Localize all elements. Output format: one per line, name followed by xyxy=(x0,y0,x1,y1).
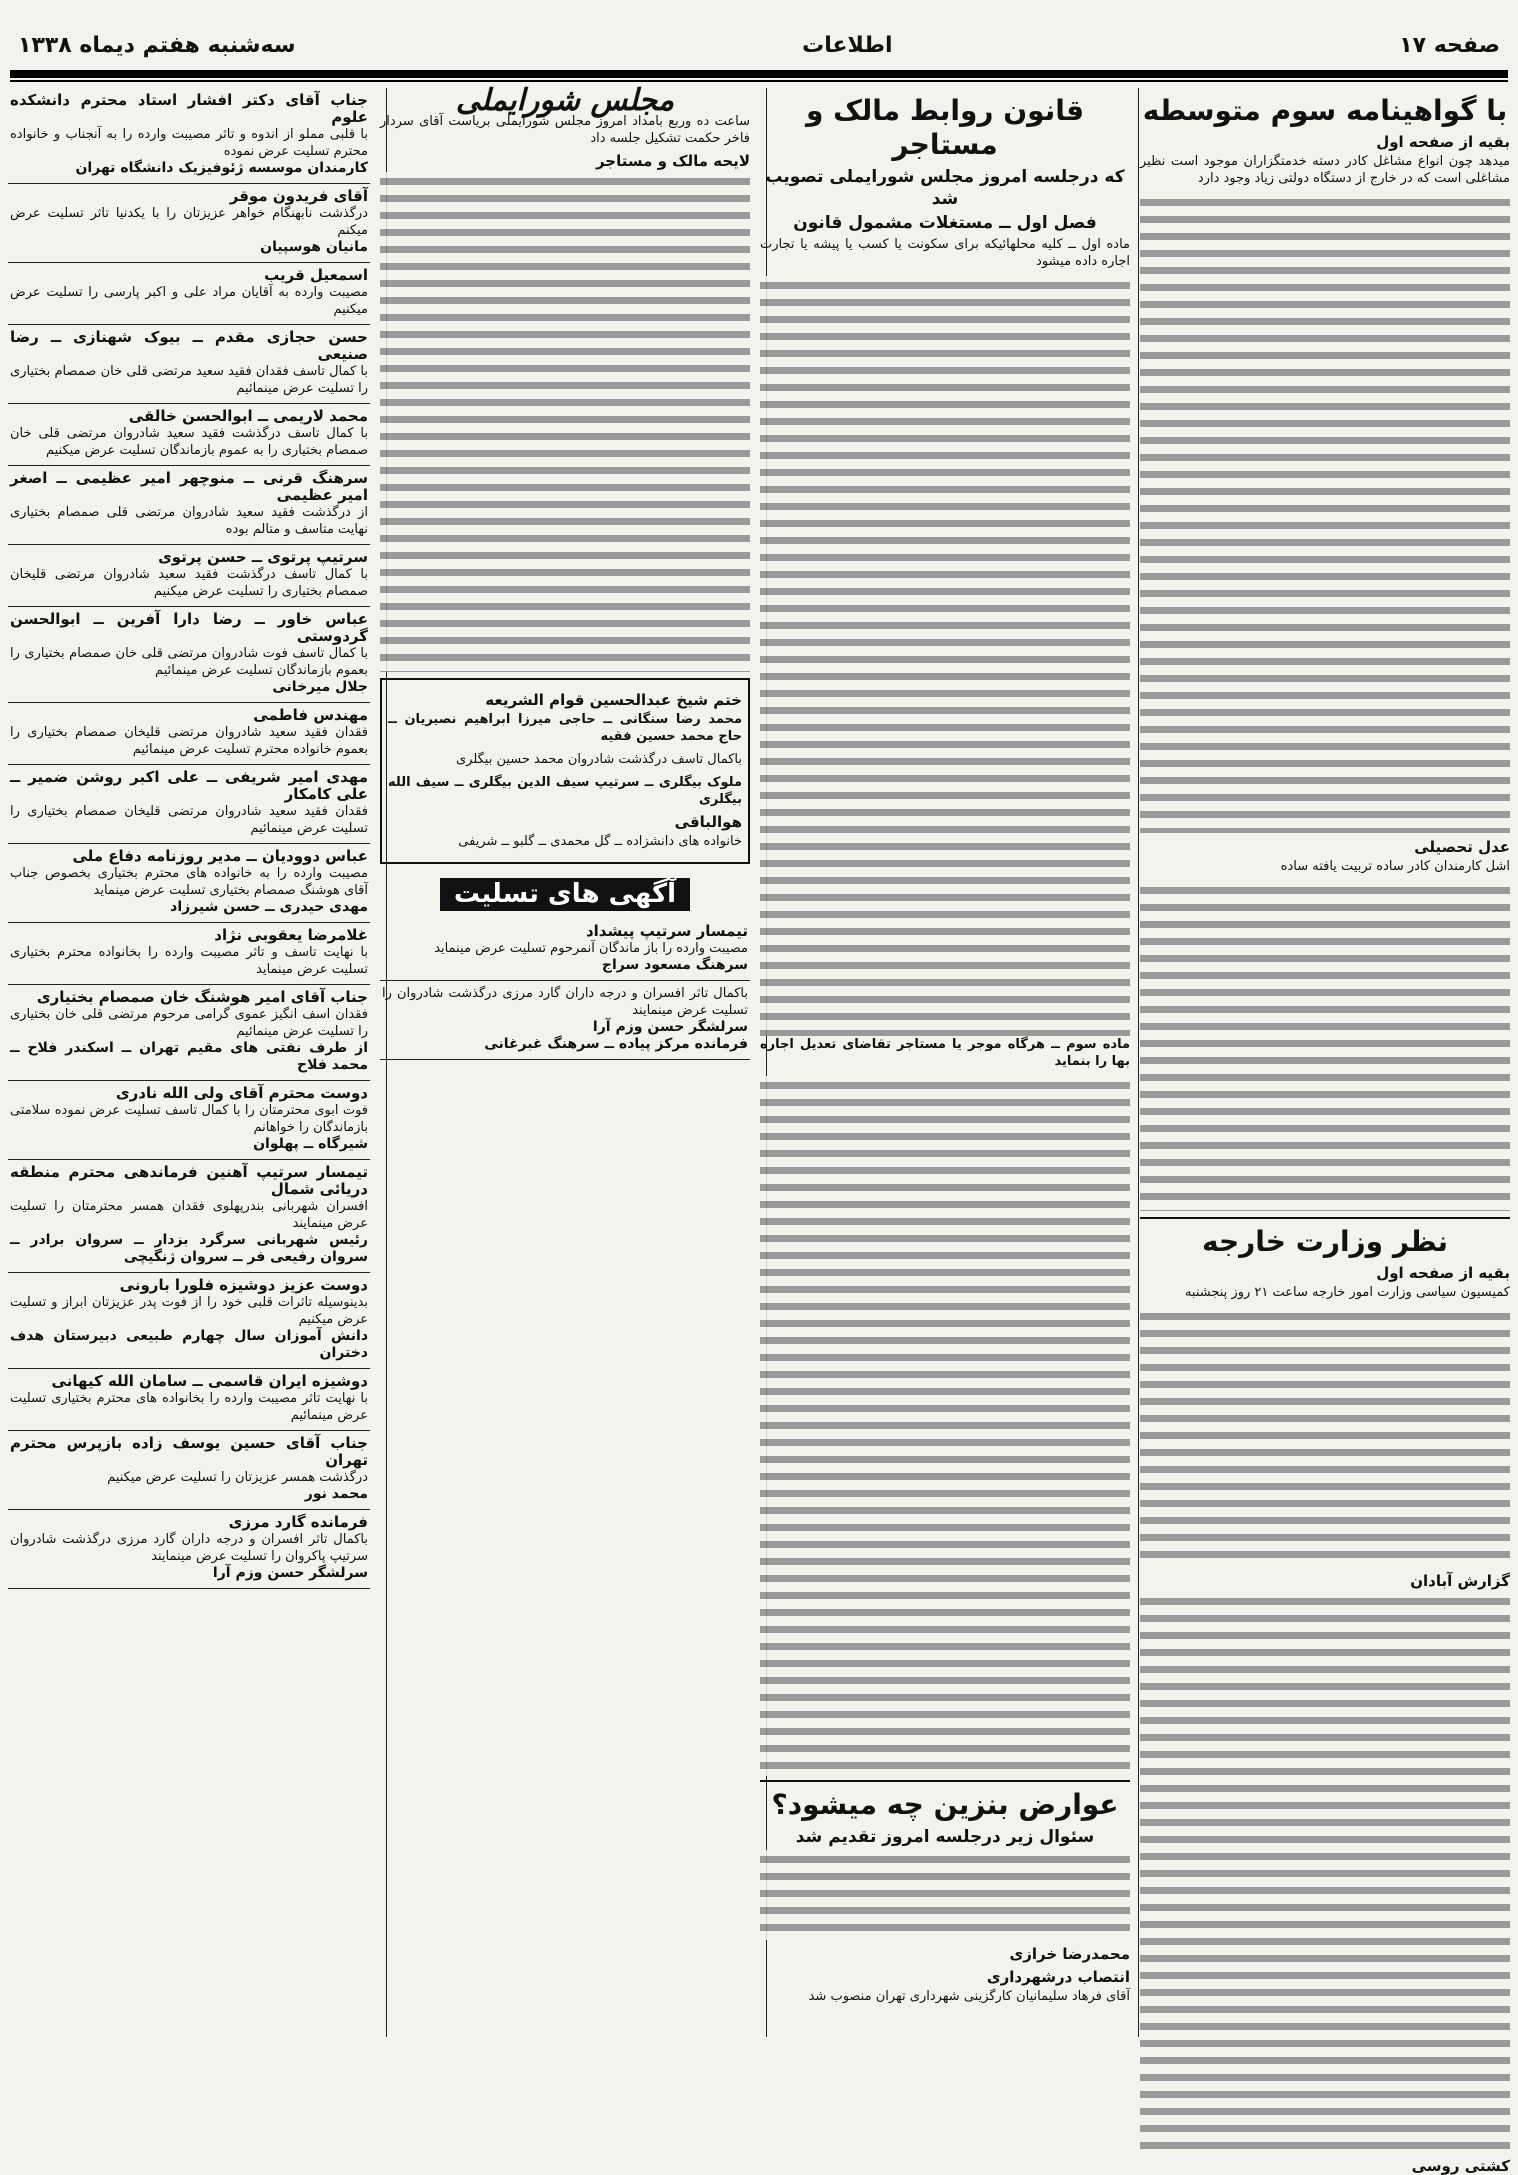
obituary-body: باکمال تاسف درگذشت شادروان محمد حسین بیگلری xyxy=(455,752,742,767)
subhead-question: سئوال زیر درجلسه امروز تقدیم شد xyxy=(795,1827,1095,1847)
municipality-body: آقای فرهاد سلیمانیان کارگزینی شهرداری تهران منصوب شد xyxy=(808,1989,1130,2004)
issue-date: سه‌شنبه هفتم دیماه ۱۳۳۸ xyxy=(18,32,296,58)
article-body-filler xyxy=(1140,881,1510,1211)
article-body-filler xyxy=(1140,193,1510,833)
notice-title: آقای فریدون موقر xyxy=(229,187,368,205)
notice-body: با کمال تاسف فقدان فقید سعید مرتضی قلی خان صمصام بختیاری را تسلیت عرض مینمائیم xyxy=(10,364,368,396)
condolence-notice xyxy=(8,404,370,466)
condolence-notice xyxy=(8,985,370,1081)
notice-signature: سرهنگ مسعود سراج xyxy=(601,957,748,973)
headline-majlis: مجلس شورایملی xyxy=(455,83,675,118)
notice-body: فقدان فقید سعید شادروان مرتضی قلیخان صمصام بختیاری را تسلیت عرض مینمائیم xyxy=(10,804,368,836)
condolence-notice xyxy=(8,607,370,703)
condolence-notice xyxy=(380,981,750,1060)
column-3 xyxy=(380,83,750,2037)
notice-title: سرهنگ قرنی ــ منوچهر امیر عظیمی ــ اصغر امیر عظیمی xyxy=(10,469,368,504)
continued-label-2: بقیه از صفحه اول xyxy=(1376,1264,1510,1282)
notice-body: با نهایت تاثر مصیبت وارده را بخانواده های محترم بختیاری تسلیت عرض مینمائیم xyxy=(10,1391,368,1423)
subhead-education: عدل تحصیلی xyxy=(1414,838,1510,856)
notice-body: با کمال تاسف درگذشت فقید سعید شادروان مرتضی قلیخان صمصام بختیاری را تسلیت عرض میکنیم xyxy=(10,567,368,599)
condolence-notice xyxy=(8,1510,370,1589)
notice-title: تیمسار سرتیپ پیشداد xyxy=(585,922,748,940)
condolence-notice xyxy=(8,703,370,765)
condolence-banner: آگهی های تسلیت xyxy=(440,878,690,911)
notice-signature: شیرگاه ــ پهلوان xyxy=(253,1136,368,1152)
notice-body: باکمال تاثر افسران و درجه داران گارد مرزی درگذشت شادروان سرتیپ پاکروان را تسلیت عرض مینمایند xyxy=(10,1532,368,1564)
notice-body: فقدان اسف انگیز عموی گرامی مرحوم مرتضی قلی خان بختیاری را تسلیت عرض مینمائیم xyxy=(10,1007,368,1039)
notice-title: دوشیزه ایران قاسمی ــ سامان الله کیهانی xyxy=(51,1372,368,1390)
notice-signature: از طرف نفتی های مقیم تهران ــ اسکندر فلاح ــ محمد فلاح xyxy=(10,1040,368,1073)
article-body-2: اشل کارمندان کادر ساده تربیت یافته ساده xyxy=(1280,859,1510,874)
byline-russian-ship: کشتی روسی xyxy=(1411,2157,1510,2175)
article-body-filler xyxy=(760,1076,1130,1776)
article-body-filler xyxy=(760,276,1130,1036)
paper-name: اطلاعات xyxy=(802,32,893,58)
condolence-notice xyxy=(8,88,370,184)
column-4 xyxy=(8,88,370,2037)
article-lead: میدهد چون انواع مشاغل کادر دسته خدمتگزاران موجود است نظیر مشاغلی است که در خارج از دستگاه دولتی زیاد وجود دارد xyxy=(1140,154,1510,186)
obituary-title: ختم شیخ عبدالحسین قوام الشریعه xyxy=(485,691,742,709)
condolence-notice xyxy=(8,1081,370,1160)
notice-title: دوست محترم آقای ولی الله نادری xyxy=(115,1084,368,1102)
condolence-notice xyxy=(8,263,370,325)
condolence-notice xyxy=(8,325,370,404)
notice-title: سرتیپ پرتوی ــ حسن پرتوی xyxy=(158,548,368,566)
column-2 xyxy=(760,88,1130,2037)
notice-title: غلامرضا یعقوبی نژاد xyxy=(214,926,368,944)
condolence-notice xyxy=(8,1273,370,1369)
notice-title: جناب آقای حسین یوسف زاده بازپرس محترم تهران xyxy=(10,1434,368,1469)
condolence-notice xyxy=(8,545,370,607)
article-body-filler xyxy=(1140,1307,1510,1567)
notice-signature: کارمندان موسسه ژئوفیزیک دانشگاه تهران xyxy=(75,160,368,176)
article-lead: ساعت ده وربع بامداد امروز مجلس شورایملی بریاست آقای سردار فاخر حکمت تشکیل جلسه داد xyxy=(380,114,750,146)
notice-title: مهندس فاطمی xyxy=(253,706,368,724)
notice-body: با کمال تاسف درگذشت فقید سعید شادروان مرتضی قلی خان صمصام بختیاری را به عموم بازماندگان تسلیت عرض میکنیم xyxy=(10,426,368,458)
notice-body: مصیبت وارده را باز ماندگان آنمرحوم تسلیت عرض مینماید xyxy=(434,941,748,956)
page-header xyxy=(18,22,1500,68)
obituary-box xyxy=(380,678,750,864)
notice-title: محمد لاریمی ــ ابوالحسن خالقی xyxy=(128,407,368,425)
obituary-3-body: خانواده های دانشزاده ــ گل محمدی ــ گلبو ــ شریفی xyxy=(458,834,742,849)
notice-body: با نهایت تاسف و تاثر مصیبت وارده را بخانواده محترم بختیاری تسلیت عرض مینماید xyxy=(10,945,368,977)
article-body-filler xyxy=(1140,1592,1510,2152)
headline-foreign-ministry: نظر وزارت خارجه xyxy=(1201,1225,1449,1258)
notice-signature: دانش آموزان سال چهارم طبیعی دبیرستان هدف دختران xyxy=(10,1328,368,1361)
notice-body: با کمال تاسف فوت شادروان مرتضی قلی خان صمصام بختیاری را بعموم بازماندگان تسلیت عرض مینمائیم xyxy=(10,646,368,678)
notice-body: از درگذشت فقید سعید شادروان مرتضی قلی صمصام بختیاری نهایت متاسف و متالم بوده xyxy=(10,505,368,537)
article-body-filler xyxy=(380,172,750,672)
notice-body: درگذشت همسر عزیزتان را تسلیت عرض میکنیم xyxy=(107,1470,368,1485)
notice-body: بدینوسیله تاثرات قلبی خود را از فوت پدر عزیزتان ابراز و تسلیت عرض میکنیم xyxy=(10,1295,368,1327)
notice-body: با قلبی مملو از اندوه و تاثر مصیبت وارده را به آنجناب و خانواده محترم تسلیت عرض نموده xyxy=(10,127,368,159)
subhead-approved: که درجلسه امروز مجلس شورایملی تصویب شد xyxy=(765,167,1125,209)
notice-body: درگذشت نابهنگام خواهر عزیزتان را با یکدنیا تاثر تسلیت عرض میکنم xyxy=(10,206,368,238)
notice-signature: مهدی حیدری ــ حسن شیرزاد xyxy=(170,899,368,915)
condolence-notice xyxy=(8,466,370,545)
article-clause: ماده سوم ــ هرگاه موجر یا مستاجر تقاضای تعدیل اجاره بها را بنماید xyxy=(760,1037,1130,1069)
obituary-names-2: ملوک بیگلری ــ سرتیپ سیف الدین بیگلری ــ سیف الله بیگلری xyxy=(388,775,742,807)
notice-signature: رئیس شهربانی سرگرد بزدار ــ سروان برادر ــ سروان رفیعی فر ــ سروان ژنگیچی xyxy=(10,1232,368,1265)
notice-body: مصیبت وارده به آقایان مراد علی و اکبر پارسی را تسلیت عرض میکنیم xyxy=(10,285,368,317)
condolence-notice xyxy=(8,765,370,844)
headline-diploma: با گواهینامه سوم متوسطه xyxy=(1142,94,1508,127)
obituary-names: محمد رضا سنگانی ــ حاجی میرزا ابراهیم نصیریان ــ حاج محمد حسین فقیه xyxy=(388,712,742,744)
notice-signature: سرلشگر حسن وزم آرا xyxy=(212,1565,368,1581)
continued-label: بقیه از صفحه اول xyxy=(1376,133,1510,151)
condolence-notice xyxy=(8,1431,370,1510)
notice-signature: مانیان هوسپیان xyxy=(260,239,368,255)
notice-signature: محمد نور xyxy=(304,1486,368,1502)
notice-body: مصیبت وارده را به خانواده های محترم بختیاری بخصوص جناب آقای هوشنگ صمصام بختیاری تسلیت عرض مینماید xyxy=(10,866,368,898)
condolence-notice xyxy=(8,1160,370,1273)
notice-body: فوت ابوی محترمتان را با کمال تاسف تسلیت عرض نموده سلامتی بازماندگان را خواهانم xyxy=(10,1103,368,1135)
notice-title: جناب آقای امیر هوشنگ خان صمصام بختیاری xyxy=(36,988,368,1006)
notice-title: فرمانده گارد مرزی xyxy=(228,1513,368,1531)
notice-body: باکمال تاثر افسران و درجه داران گارد مرزی درگذشت شادروان را تسلیت عرض مینمایند xyxy=(382,986,748,1018)
notice-title: دوست عزیز دوشیزه فلورا بارونی xyxy=(119,1276,368,1294)
condolence-notice xyxy=(8,923,370,985)
notice-signature: جلال میرخانی xyxy=(272,679,368,695)
header-rule xyxy=(10,70,1508,78)
subhead-bill: لایحه مالک و مستاجر xyxy=(595,152,750,170)
notice-title: اسمعیل قریب xyxy=(264,266,368,284)
headline-gasoline-tax: عوارض بنزین چه میشود؟ xyxy=(771,1788,1119,1821)
notice-body: فقدان فقید سعید شادروان مرتضی قلیخان صمصام بختیاری را بعموم خانواده محترم تسلیت عرض مینمائیم xyxy=(10,725,368,757)
notice-title: جناب آقای دکتر افشار استاد محترم دانشکده علوم xyxy=(10,91,368,126)
byline-abadan: گزارش آبادان xyxy=(1410,1572,1510,1590)
notice-body: افسران شهربانی بندرپهلوی فقدان همسر محترمتان را تسلیت عرض مینمایند xyxy=(10,1199,368,1231)
article-body-filler xyxy=(760,1850,1130,1940)
condolence-notice xyxy=(380,919,750,981)
notice-title: عباس خاور ــ رضا دارا آفرین ــ ابوالحسن گردوستی xyxy=(10,610,368,645)
notice-title: مهدی امیر شریفی ــ علی اکبر روشن ضمیر ــ علی کامکار xyxy=(10,768,368,803)
notice-signature: سرلشگر حسن وزم آرا xyxy=(592,1019,748,1035)
byline-kharrazi: محمدرضا خرازی xyxy=(1009,1945,1130,1963)
notice-signature: فرمانده مرکز پیاده ــ سرهنگ غبرغانی xyxy=(484,1036,748,1052)
notice-title: حسن حجازی مقدم ــ بیوک شهنازی ــ رضا صنیعی xyxy=(10,328,368,363)
condolence-notice xyxy=(8,184,370,263)
condolence-notice xyxy=(8,844,370,923)
subhead-municipality: انتصاب درشهرداری xyxy=(986,1968,1130,1986)
column-1 xyxy=(1140,88,1510,2175)
notice-title: عباس دوودیان ــ مدیر روزنامه دفاع ملی xyxy=(72,847,368,865)
header-rule-thin xyxy=(10,80,1508,82)
headline-landlord-tenant-law: قانون روابط مالک و مستاجر xyxy=(805,94,1085,161)
condolence-notice xyxy=(8,1369,370,1431)
subhead-chapter-one: فصل اول ــ مستغلات مشمول قانون xyxy=(793,213,1097,233)
article-lead-2: کمیسیون سیاسی وزارت امور خارجه ساعت ۲۱ روز پنجشنبه xyxy=(1184,1285,1510,1300)
page-number: صفحه ۱۷ xyxy=(1399,32,1500,58)
obituary-3-title: هوالباقی xyxy=(674,813,742,831)
notice-title: تیمسار سرتیپ آهنین فرماندهی محترم منطقه دریائی شمال xyxy=(10,1163,368,1198)
article-lead: ماده اول ــ کلیه محلهائیکه برای سکونت یا کسب یا پیشه یا تجارت اجاره داده میشود xyxy=(760,237,1130,269)
